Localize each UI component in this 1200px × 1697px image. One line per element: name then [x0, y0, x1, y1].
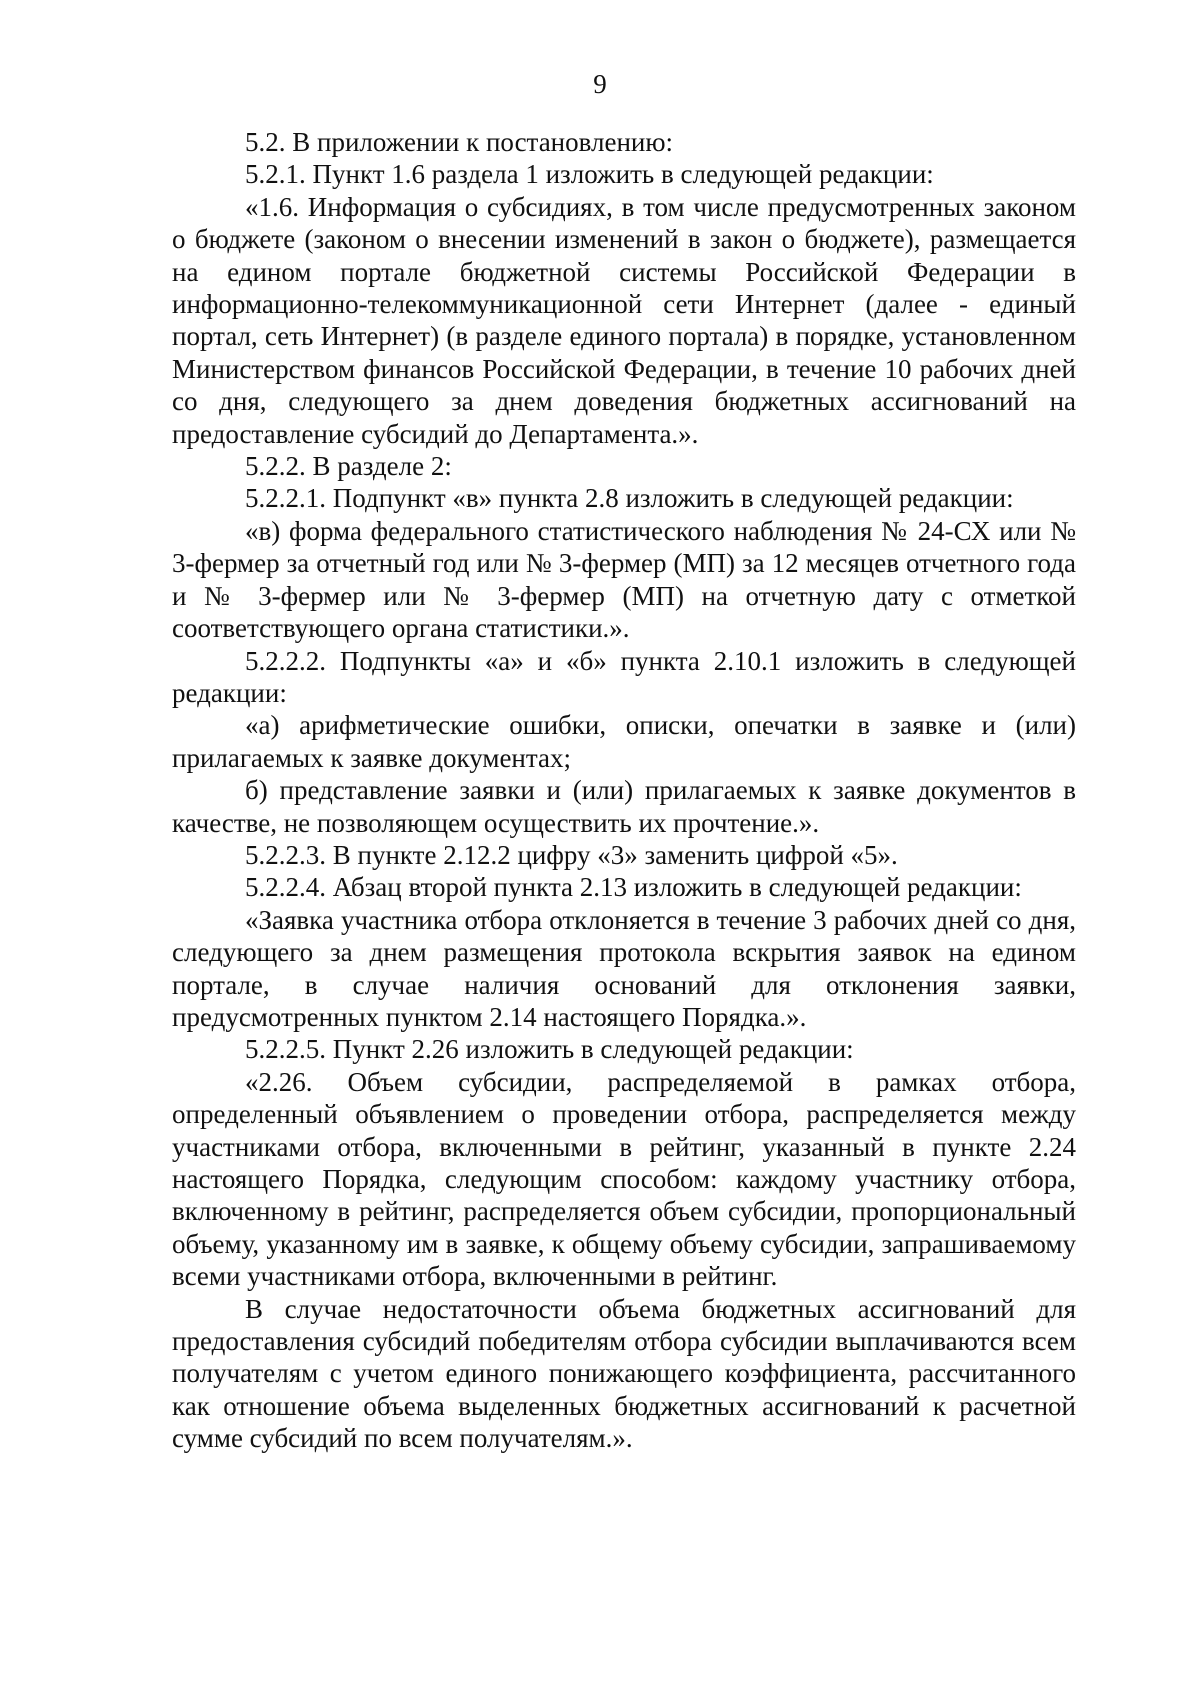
- page-number: 9: [593, 69, 607, 99]
- paragraph-subitem-v-text: «в) форма федерального статистического наблюдения № 24-СХ или № 3-фермер за отчетный год или № 3-фермер (МП) за 12 месяцев отчетного года и № 3-фермер или № 3-фермер (МП) на отчетную дату с отметкой соответствующего органа статистики.».: [172, 515, 1076, 644]
- paragraph-5-2-2-1: 5.2.2.1. Подпункт «в» пункта 2.8 изложить в следующей редакции:: [245, 483, 1014, 514]
- paragraph-5-2: 5.2. В приложении к постановлению:: [245, 127, 674, 157]
- paragraph-5-2-2-5: 5.2.2.5. Пункт 2.26 изложить в следующей редакции:: [245, 1034, 854, 1065]
- paragraph-5-2-1: 5.2.1. Пункт 1.6 раздела 1 изложить в следующей редакции:: [245, 159, 934, 190]
- paragraph-1-6-text: «1.6. Информация о субсидиях, в том числе предусмотренных законом о бюджете (законом о внесении изменений в закон о бюджете), размещается на едином портале бюджетной системы Российской Федерации в информационно-телекоммуникационной сети Интернет (далее - единый портал, сеть Интернет) (в разделе единого портала) в порядке, установленном Министерством финансов Российской Федерации, в течение 10 рабочих дней со дня, следующего за днем доведения бюджетных ассигнований на предоставление субсидий до Департамента.».: [172, 191, 1076, 449]
- document-body: [172, 126, 1076, 1455]
- paragraph-5-2-2-3: 5.2.2.3. В пункте 2.12.2 цифру «3» заменить цифрой «5».: [245, 839, 898, 870]
- paragraph-2-26-text: «2.26. Объем субсидии, распределяемой в рамках отбора, определенный объявлением о проведении отбора, распределяется между участниками отбора, включенными в рейтинг, указанный в пункте 2.24 настоящего Порядка, следующим способом: каждому участнику отбора, включенному в рейтинг, распределяется объем субсидии, пропорциональный объему, указанному им в заявке, к общему объему субсидии, запрашиваемому всеми участниками отбора, включенными в рейтинг.: [172, 1066, 1076, 1292]
- paragraph-5-2-2: 5.2.2. В разделе 2:: [245, 451, 452, 482]
- paragraph-5-2-2-2: 5.2.2.2. Подпункты «а» и «б» пункта 2.10.1 изложить в следующей редакции:: [172, 645, 1076, 708]
- paragraph-2-13-text: «Заявка участника отбора отклоняется в течение 3 рабочих дней со дня, следующего за днем размещения протокола вскрытия заявок на едином портале, в случае наличия оснований для отклонения заявки, предусмотренных пунктом 2.14 настоящего Порядка.».: [172, 904, 1076, 1032]
- paragraph-subitem-b-text: б) представление заявки и (или) прилагаемых к заявке документов в качестве, не позволяющем осуществить их прочтение.».: [172, 775, 1076, 838]
- paragraph-5-2-2-4: 5.2.2.4. Абзац второй пункта 2.13 изложить в следующей редакции:: [245, 872, 1022, 903]
- paragraph-subitem-a-text: «а) арифметические ошибки, описки, опечатки в заявке и (или) прилагаемых к заявке документах;: [172, 710, 1076, 773]
- paragraph-2-26-second: В случае недостаточности объема бюджетных ассигнований для предоставления субсидий победителям отбора субсидии выплачиваются всем получателям с учетом единого понижающего коэффициента, рассчитанного как отношение объема выделенных бюджетных ассигнований к расчетной сумме субсидий по всем получателям.».: [172, 1293, 1076, 1454]
